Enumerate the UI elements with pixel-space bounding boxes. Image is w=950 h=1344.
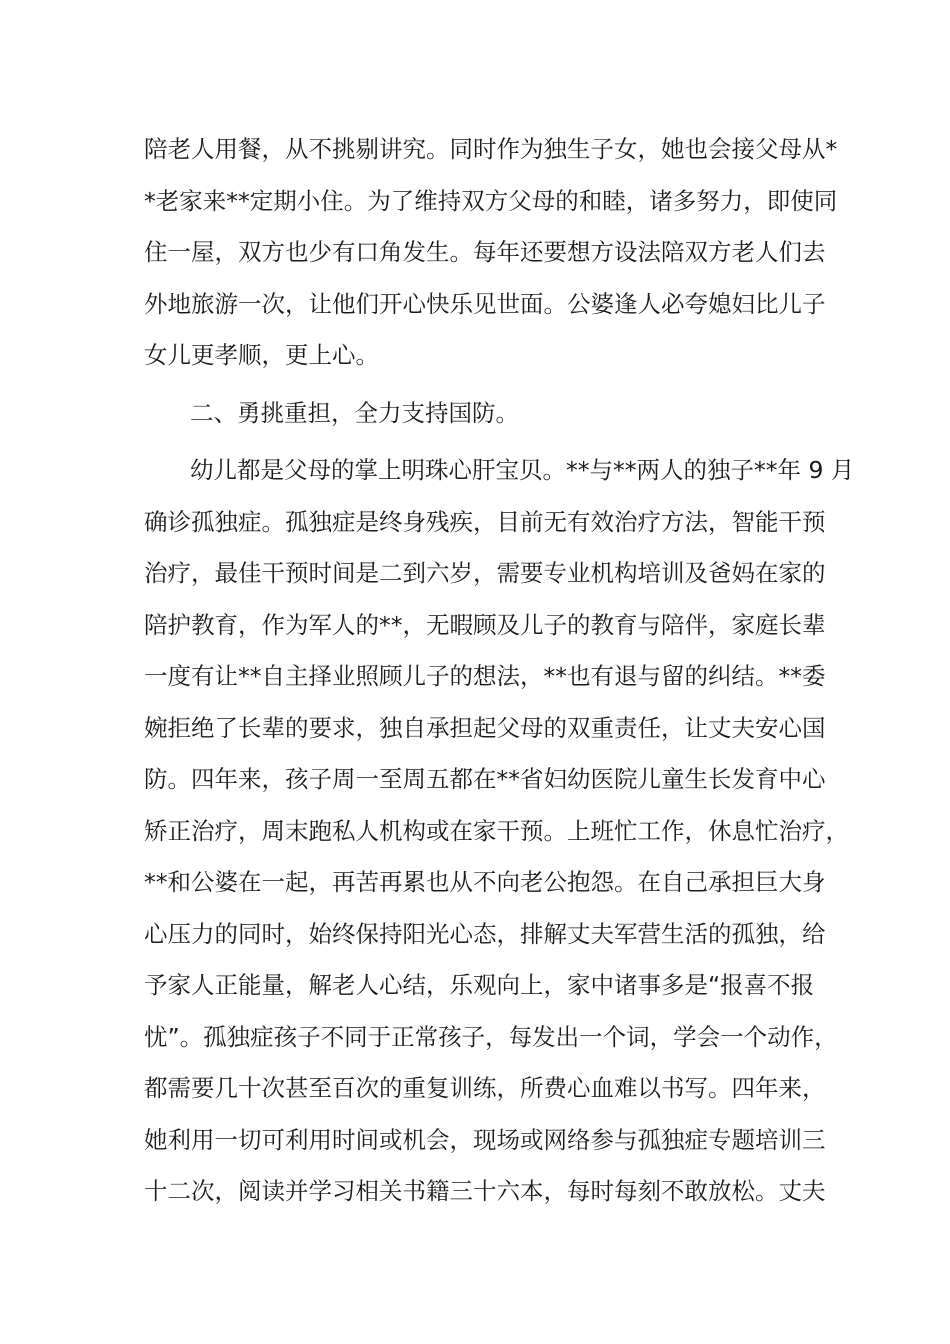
text-line: 心压力的同时，始终保持阳光心态，排解丈夫军营生活的孤独，给 bbox=[144, 919, 826, 948]
text-line: 予家人正能量，解老人心结，乐观向上，家中诸事多是“报喜不报 bbox=[144, 971, 815, 999]
text-line: 女儿更孝顺，更上心。 bbox=[144, 341, 379, 369]
text-line: 住一屋，双方也少有口角发生。每年还要想方设法陪双方老人们去 bbox=[144, 238, 826, 266]
text-line: 外地旅游一次，让他们开心快乐见世面。公婆逢人必夸媳妇比儿子 bbox=[144, 289, 826, 318]
text-line: 幼儿都是父母的掌上明珠心肝宝贝。**与**两人的独子**年 9 月 bbox=[190, 456, 855, 484]
text-line: 都需要几十次甚至百次的重复训练，所费心血难以书写。四年来， bbox=[144, 1074, 826, 1102]
text-line: 陪护教育，作为军人的**，无暇顾及儿子的教育与陪伴，家庭长辈 bbox=[144, 610, 826, 639]
paragraph-1 bbox=[144, 124, 838, 382]
paragraph-2 bbox=[144, 445, 855, 1218]
text-line: 忧”。孤独症孩子不同于正常孩子，每发出一个词，学会一个动作， bbox=[144, 1022, 838, 1051]
section-heading: 二、勇挑重担，全力支持国防。 bbox=[190, 398, 519, 427]
text-line: 一度有让**自主择业照顾儿子的想法，**也有退与留的纠结。**委 bbox=[144, 662, 826, 690]
text-line: **和公婆在一起，再苦再累也从不向老公抱怨。在自己承担巨大身 bbox=[144, 868, 826, 896]
text-line: 防。四年来，孩子周一至周五都在**省妇幼医院儿童生长发育中心 bbox=[144, 765, 826, 793]
text-line: *老家来**定期小住。为了维持双方父母的和睦，诸多努力，即使同 bbox=[144, 186, 838, 215]
body-text bbox=[144, 124, 855, 1218]
text-line: 治疗，最佳干预时间是二到六岁，需要专业机构培训及爸妈在家的 bbox=[144, 559, 826, 587]
text-line: 婉拒绝了长辈的要求，独自承担起父母的双重责任，让丈夫安心国 bbox=[144, 713, 826, 742]
text-line: 她利用一切可利用时间或机会，现场或网络参与孤独症专题培训三 bbox=[144, 1125, 826, 1154]
text-line: 矫正治疗，周末跑私人机构或在家干预。上班忙工作，休息忙治疗， bbox=[144, 816, 849, 845]
text-line: 确诊孤独症。孤独症是终身残疾，目前无有效治疗方法，智能干预 bbox=[144, 507, 826, 536]
text-line: 十二次，阅读并学习相关书籍三十六本，每时每刻不敢放松。丈夫 bbox=[144, 1177, 826, 1205]
text-line: 陪老人用餐，从不挑剔讲究。同时作为独生子女，她也会接父母从* bbox=[144, 135, 838, 163]
